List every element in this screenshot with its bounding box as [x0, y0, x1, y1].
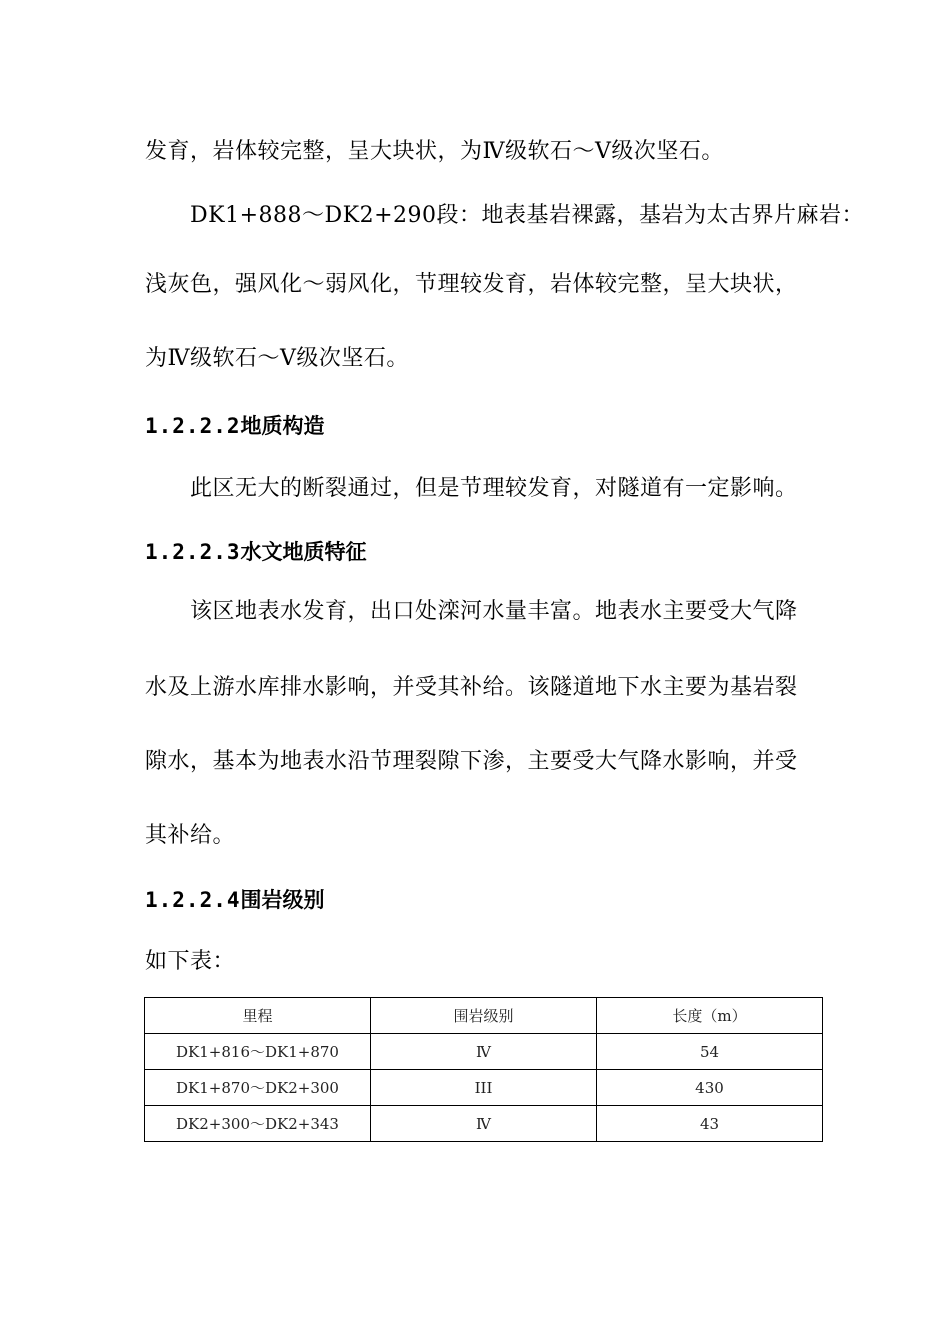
section-heading [145, 885, 325, 915]
paragraph-line: 该区地表水发育，出口处滦河水量丰富。地表水主要受大气降 [190, 599, 798, 624]
table-row [145, 1034, 823, 1070]
section-number: 1.2.2.4 [145, 888, 241, 912]
section-number: 1.2.2.3 [145, 540, 241, 564]
table-cell: DK2+300～DK2+343 [145, 1106, 371, 1142]
section-title: 水文地质特征 [240, 539, 367, 564]
table-cell: III [371, 1070, 597, 1106]
header-cell-rock-grade: 围岩级别 [371, 998, 597, 1034]
surrounding-rock-table [144, 997, 823, 1142]
table-header-row [145, 998, 823, 1034]
header-cell-mileage: 里程 [145, 998, 371, 1034]
paragraph-line: 隙水，基本为地表水沿节理裂隙下渗，主要受大气降水影响，并受 [145, 749, 798, 774]
table-cell: 43 [597, 1106, 823, 1142]
table-cell: Ⅳ [371, 1034, 597, 1070]
table-cell: DK1+870～DK2+300 [145, 1070, 371, 1106]
section-title: 地质构造 [240, 413, 325, 438]
table-row [145, 1106, 823, 1142]
table-row [145, 1070, 823, 1106]
table-cell: DK1+816～DK1+870 [145, 1034, 371, 1070]
paragraph-line: 发育，岩体较完整，呈大块状，为Ⅳ级软石～Ⅴ级次坚石。 [145, 139, 724, 164]
section-number: 1.2.2.2 [145, 414, 241, 438]
table-cell: 430 [597, 1070, 823, 1106]
section-heading [145, 411, 325, 441]
paragraph-line: 浅灰色，强风化～弱风化，节理较发育，岩体较完整，呈大块状， [145, 272, 798, 297]
section-title: 围岩级别 [240, 887, 325, 912]
paragraph-line: 为Ⅳ级软石～Ⅴ级次坚石。 [145, 346, 409, 371]
paragraph-line: 如下表： [145, 949, 236, 974]
section-heading [145, 537, 367, 567]
table-cell: 54 [597, 1034, 823, 1070]
paragraph-line: DK1+888～DK2+290段：地表基岩裸露，基岩为太古界片麻岩： [190, 203, 864, 228]
header-cell-length: 长度（m） [597, 998, 823, 1034]
table-cell: Ⅳ [371, 1106, 597, 1142]
paragraph-line: 此区无大的断裂通过，但是节理较发育，对隧道有一定影响。 [190, 476, 798, 501]
paragraph-line: 其补给。 [145, 823, 236, 848]
paragraph-line: 水及上游水库排水影响，并受其补给。该隧道地下水主要为基岩裂 [145, 675, 798, 700]
